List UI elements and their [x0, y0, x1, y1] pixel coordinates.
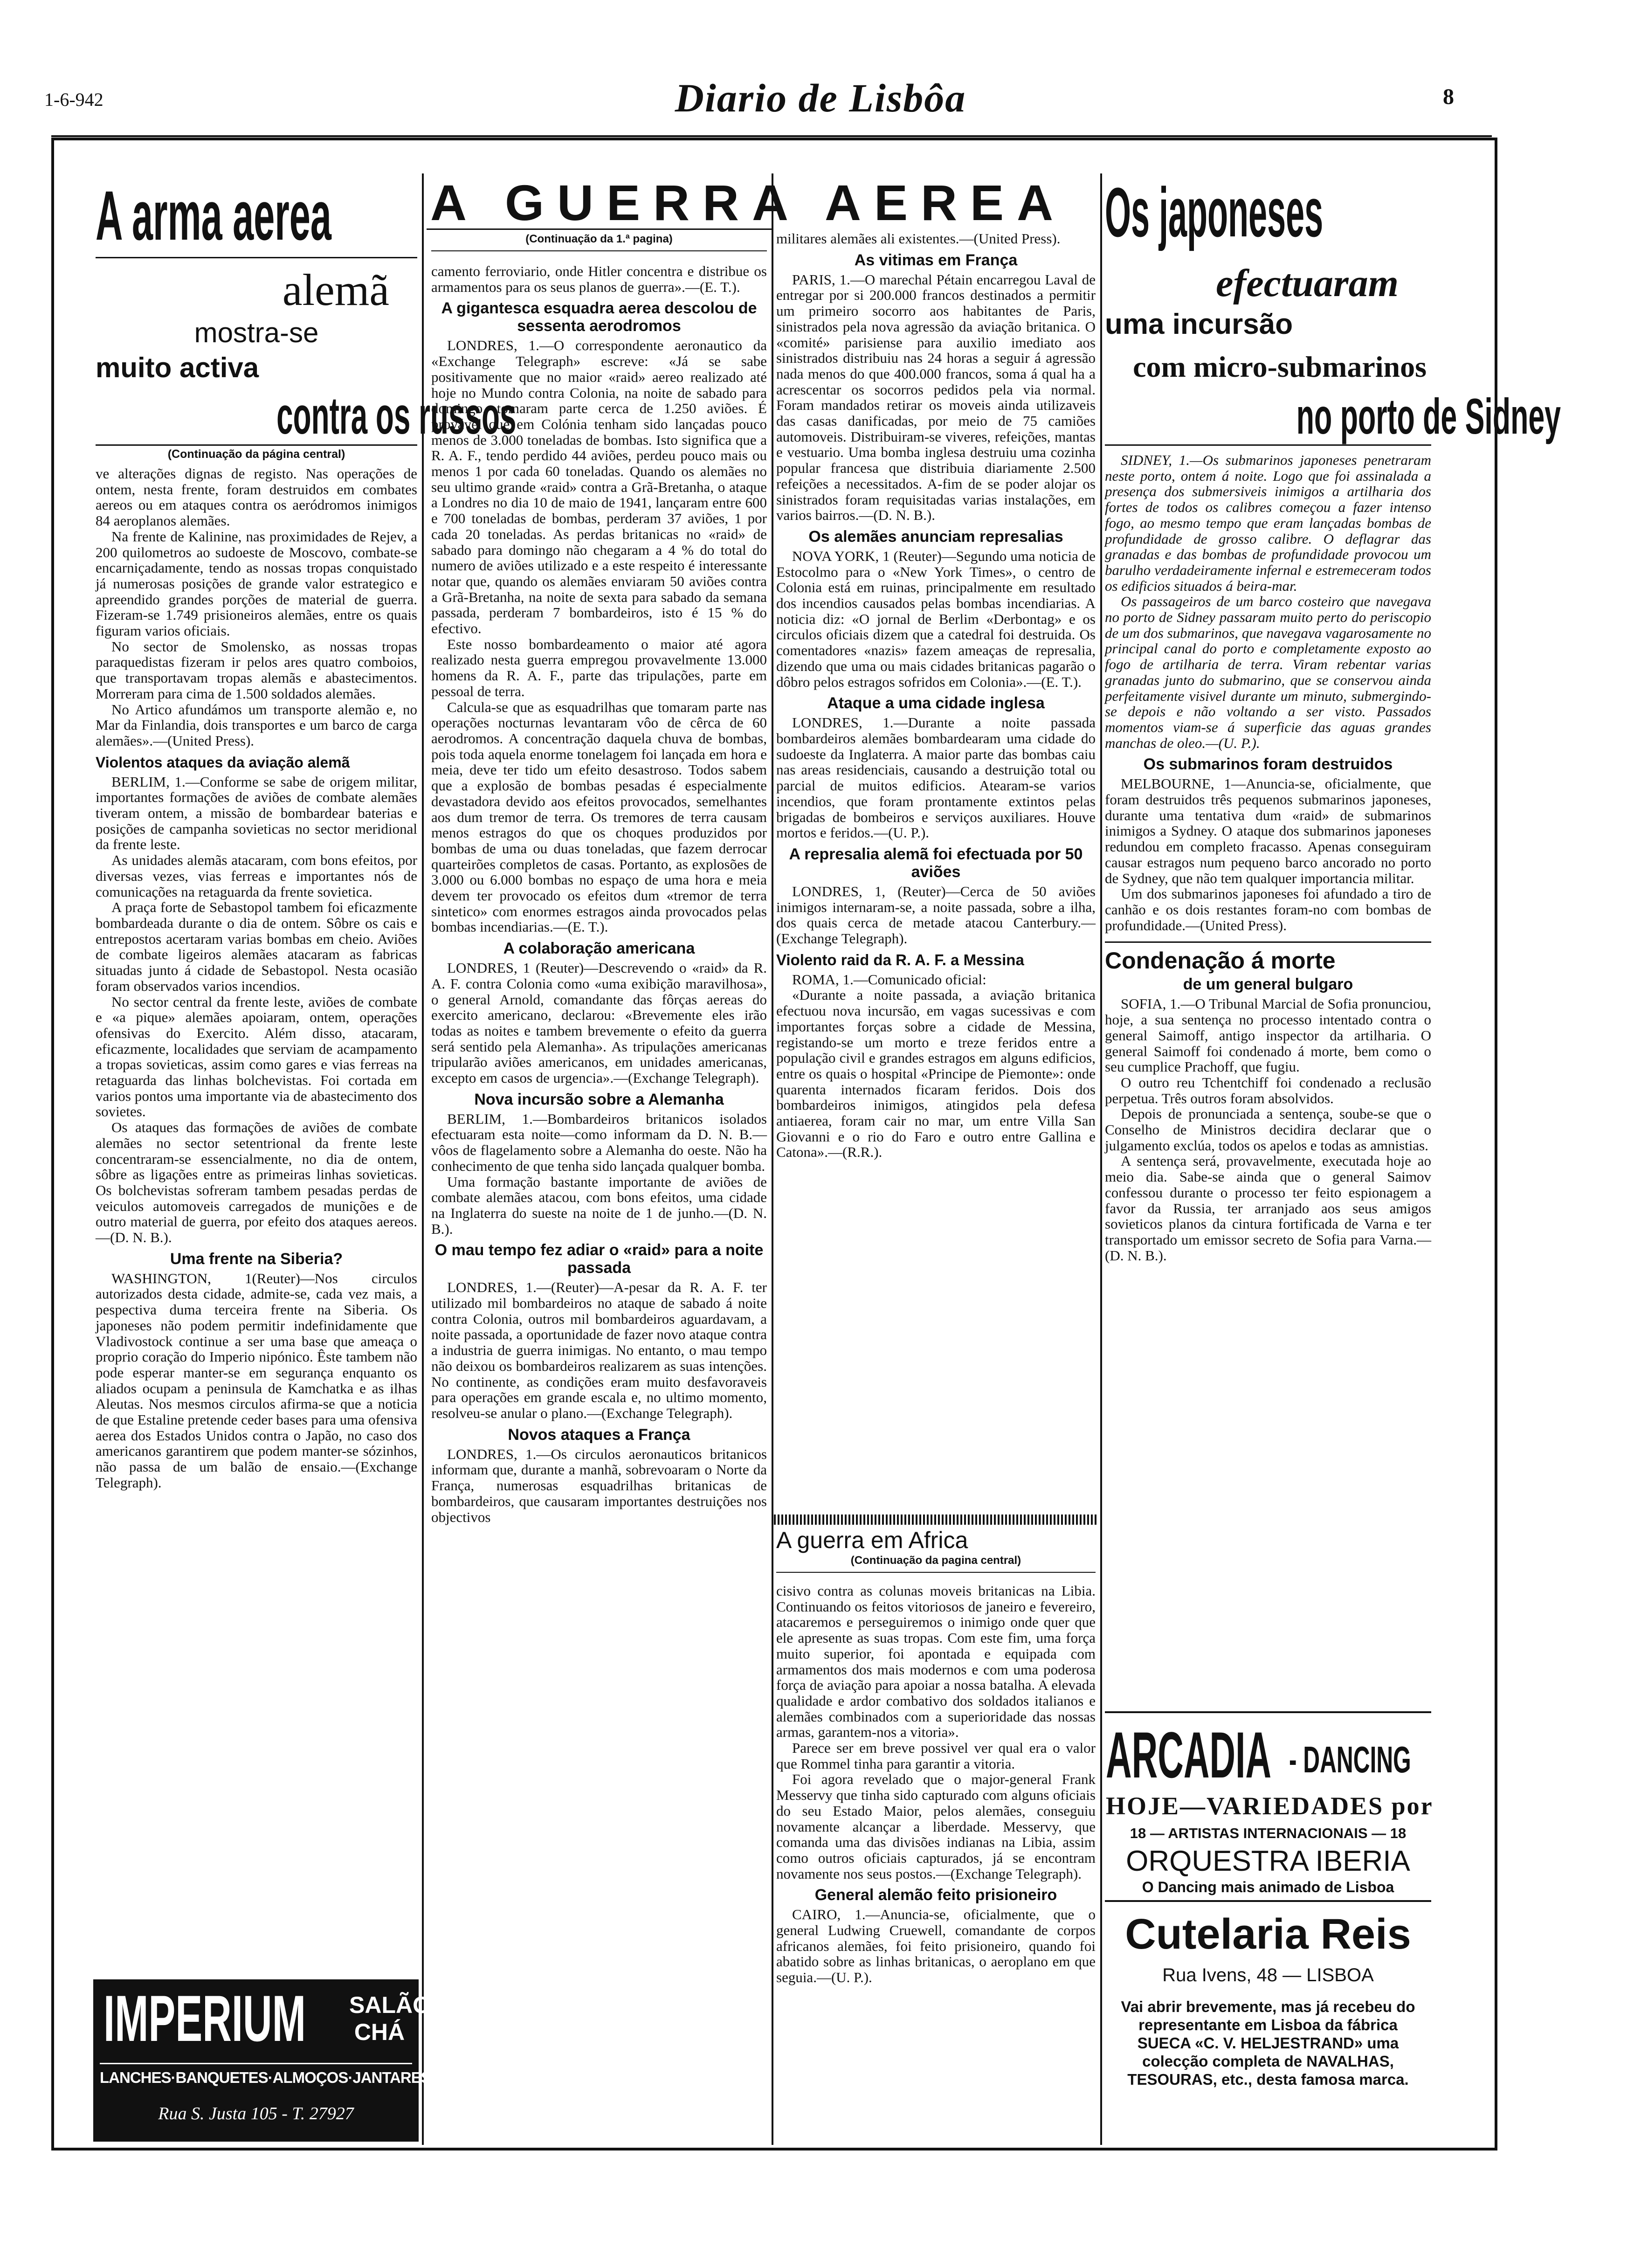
paragraph: Parece ser em breve possivel ver qual era o valor que Rommel tinha para garantir a vitoria.	[776, 1740, 1096, 1772]
paragraph: WASHINGTON, 1(Reuter)—Nos circulos autorizados desta cidade, admite-se, cada vez mais, a pespectiva duma terceira frente na Siberia. Os japoneses não podem permitir indefinidamente que Vladivostock continue a ser uma base que ameaça o proprio coração do Imperio nipónico. Êste tambem não pode esperar manter-se em segurança enquanto os aliados ocupam a peninsula de Kamchatka e as ilhas Aleutas. Nos mesmos circulos afirma-se que a noticia de que Estaline pretende ceder bases para uma ofensiva aerea dos Estados Unidos contra o Japão, no caso dos americanos garantirem que podem manter-se sózinhos, não passa de um balão de ensaio.—(Exchange Telegraph).	[96, 1270, 417, 1491]
article-body	[776, 548, 1096, 690]
banner-guerra-aerea: A GUERRA AEREA	[430, 174, 1067, 231]
article-body	[1105, 776, 1431, 933]
cutelaria-name: Cutelaria Reis	[1125, 1910, 1411, 1958]
imperium-tag-salao: SALÃO	[349, 1992, 431, 2018]
imperium-ad	[93, 1979, 431, 2142]
paragraph: Um dos submarinos japoneses foi afundado a tiro de canhão e os dois restantes foram-no com bombas de profundidade.—(United Press).	[1105, 885, 1431, 933]
column-rule	[772, 173, 773, 2145]
article-body	[776, 272, 1096, 523]
paragraph: SIDNEY, 1.—Os submarinos japoneses penetraram neste porto, ontem á noite. Logo que foi assinalada a presença dos submersiveis inimigos a artilharia dos fortes de todos os calibres começou a fazer intenso fogo, ao mesmo tempo que eram lançadas bombas de profundidade de grosso calibre. O deflagrar das granadas e das bombas de profundidade provocou um barulho verdadeiramente infernal e estremeceram todos os edificios situados á beira-mar.	[1105, 452, 1431, 594]
subheading: de um general bulgaro	[1183, 975, 1353, 994]
section-divider	[774, 1514, 1098, 1525]
subheading: Uma frente na Siberia?	[170, 1250, 343, 1268]
arcadia-artistas: 18 — ARTISTAS INTERNACIONAIS — 18	[1130, 1825, 1407, 1841]
africa-article	[776, 1527, 1096, 2140]
right-article	[1105, 173, 1561, 1709]
paragraph: LONDRES, 1, (Reuter)—Cerca de 50 aviões inimigos internaram-se, a noite passada, sobre a ilha, dos quais cerca de metade atacou Canterbury.—(Exchange Telegraph).	[776, 883, 1096, 947]
paragraph: cisivo contra as colunas moveis britanicas na Libia. Continuando os feitos vitoriosos de janeiro e fevereiro, atacaremos e perseguiremos o inimigo onde quer que ele apresente as suas tropas. Com este fim, uma força muito superior, foi apontada e equipada com armamentos dos mais modernos e com uma poderosa força de aviação para apoiar a nossa batalha. A elevada qualidade e ardor combativo dos soldados italianos e alemães combinados com a superioridade das nossas armas, garantem-nos a vitoria».	[776, 1583, 1096, 1741]
article-body	[431, 960, 767, 1086]
paragraph: MELBOURNE, 1—Anuncia-se, oficialmente, que foram destruidos três pequenos submarinos japoneses, durante uma tentativa dum «raid» de submarinos inimigos a Sydney. O ataque dos submarinos japoneses redundou em completo fracasso. Apenas conseguiram causar estragos num pequeno barco ancorado no porto de Sydney, que não tem qualquer importancia militar.	[1105, 775, 1431, 886]
cutelaria-address: Rua Ivens, 48 — LISBOA	[1162, 1965, 1374, 1985]
arcadia-name: ARCADIA	[1106, 1718, 1272, 1791]
subheading: O mau tempo fez adiar o «raid» para a noite passada	[434, 1241, 764, 1277]
paragraph: A sentença será, provavelmente, executada hoje ao meio dia. Sabe-se ainda que o general Saimov confessou durante o processo ter feito espionagem a favor da Russia, ter arranjado aos seus amigos sovieticos planos da cintura fortificada de Varna e ter transportado um emissor secreto de Sofia para Varna.—(D. N. B.).	[1105, 1153, 1431, 1264]
headline-os-japoneses: Os japoneses	[1105, 173, 1324, 251]
paragraph: Uma formação bastante importante de aviões de combate alemães atacou, com bons efeitos, uma cidade na Inglaterra do sueste na noite de 1 de junho.—(D. N. B.).	[431, 1173, 767, 1237]
paragraph: LONDRES, 1.—Os circulos aeronauticos britanicos informam que, durante a manhã, sobrevoaram o Norte da França, numerosas esquadrilhas britanicas de bombardeiros, que causaram importantes destruições nos objectivos	[431, 1445, 767, 1525]
cutelaria-ad	[1105, 1900, 1431, 2144]
paragraph: LONDRES, 1 (Reuter)—Descrevendo o «raid» da R. A. F. contra Colonia como «uma exibição maravilhosa», o general Arnold, comandante das fôrças aereas do exercito americano, declarou: «Brevemente eles irão todas as noites e tambem brevemente o efeito da guerra será sentido pela Alemanha». As tripulações americanas tripularão aviões americanos, em unidades americanas, excepto em casos de urgencia».—(Exchange Telegraph).	[431, 960, 767, 1086]
headline-porto-sidney: no porto de Sidney	[1296, 388, 1561, 444]
newspaper-title: Diario de Lisbôa	[675, 76, 966, 120]
left-article	[96, 176, 517, 2140]
subheading: A colaboração americana	[503, 940, 695, 958]
column-rule	[1100, 173, 1102, 2145]
subheading: A represalia alemã foi efectuada por 50 aviões	[789, 845, 1083, 881]
headline-contra-os-russos: contra os russos	[276, 387, 517, 445]
article-body	[776, 1907, 1096, 1985]
column-rule	[422, 173, 424, 2145]
paragraph: Foi agora revelado que o major-general Frank Messervy que tinha sido capturado com alguns oficiais do seu Estado Maior, pelos alemães, conseguiu novamente alcançar a liberdade. Messervy, que comanda uma das divisões indianas na Libia, assim como outros oficiais capturados, já se encontram novamente nos seus postos.—(Exchange Telegraph).	[776, 1771, 1096, 1882]
paragraph: camento ferroviario, onde Hitler concentra e distribue os armamentos para os seus planos de guerra».—(E. T.).	[431, 263, 767, 295]
paragraph: SOFIA, 1.—O Tribunal Marcial de Sofia pronunciou, hoje, a sua sentença no processo intentado contra o general Saimoff, antigo inspector da artilharia. O general Saimoff foi condenado á morte, bem como o seu cumplice Prachoff, que fugiu.	[1105, 996, 1431, 1075]
article-body	[96, 466, 417, 749]
continuation-note: (Continuação da página central)	[167, 448, 345, 461]
imperium-tag-cha: CHÁ	[354, 2019, 405, 2045]
paragraph: Calcula-se que as esquadrilhas que tomaram parte nas operações nocturnas levantaram vôo de cêrca de 60 aerodromos. A concentração daquela chuva de bombas, pois toda aquela enorme tonelagem foi lançada em hora e meia, deve ter tido um efeito desastroso. Todos sabem que a explosão de bombas pesadas é especialmente devastadora devido aos efeitos provocados, semelhantes aos dum tremor de terra. Os tremores de terra causam menos estragos do que os choques produzidos por bombas de uma ou duas toneladas, que fazem derrocar quarteirões completos de casas. Portanto, as explosões de 3.000 ou 6.000 bombas no espaço de uma hora e meia devem ter provocado os efeitos dum «tremor de terra sintetico» com enormes estragos ainda provocados pelas bombas incendiarias.—(E. T.).	[431, 698, 767, 935]
headline-efectuaram: efectuaram	[1216, 262, 1399, 305]
paragraph: CAIRO, 1.—Anuncia-se, oficialmente, que o general Ludwing Cruewell, comandante de corpos africanos alemães, foi feito prisioneiro, quando foi abatido sobre as linhas britanicas, o aeroplano em que seguia.—(U. P.).	[776, 1906, 1096, 1986]
headline-alema: alemã	[282, 265, 389, 315]
continuation-note: (Continuação da pagina central)	[850, 1554, 1021, 1567]
paragraph: No sector central da frente leste, aviões de combate e «a pique» alemães apoiaram, ontem, operações ofensivas do Exercito. Além disso, atacaram, eficazmente, localidades que serviam de acampamento a tropas sovieticas, assim como gares e vias ferreas na retaguarda das linhas bolchevistas. Foi cortada em varios pontos uma importante via de abastecimento dos sovietes.	[96, 993, 417, 1120]
headline-condenacao: Condenação á morte	[1105, 947, 1336, 974]
article-body	[776, 972, 1096, 1160]
paragraph: militares alemães ali existentes.—(United Press).	[776, 230, 1061, 247]
headline-mostra-se: mostra-se	[194, 317, 319, 348]
subheading: Novos ataques a França	[508, 1425, 690, 1444]
paragraph: No Artico afundámos um transporte alemão e, no Mar da Finlandia, dois transportes e um barco de carga alemães».—(United Press).	[96, 701, 417, 749]
headline-arma-aerea: A arma aerea	[96, 176, 331, 255]
paragraph: Depois de pronunciada a sentença, soube-se que o Conselho de Ministros decidira declarar que o julgamento exclúa, todos os apelos e todas as amnistias.	[1105, 1106, 1431, 1154]
article-body	[431, 1446, 767, 1525]
subheading: Os submarinos foram destruidos	[1143, 755, 1393, 774]
continuation-note: (Continuação da 1.ª pagina)	[525, 233, 673, 245]
paragraph: ROMA, 1.—Comunicado oficial:	[792, 971, 986, 988]
paragraph: A praça forte de Sebastopol tambem foi eficazmente bombardeada durante o dia de ontem. Sôbre os cais e entrepostos acertaram varias bombas em cheio. Aviões de combate ligeiros alemães atacaram as fabricas situadas junto á cidade de Sebastopol. Nesta ocasião foram observados varios incendios.	[96, 899, 417, 994]
subheading: Os alemães anunciam represalias	[808, 527, 1063, 546]
cutelaria-text: Vai abrir brevemente, mas já recebeu do representante em Lisboa da fábrica SUECA «C. V. HELJESTRAND» uma colecção completa de NAVALHAS, TESOURAS, etc., desta famosa marca.	[1121, 1998, 1415, 2088]
paragraph: ve alterações dignas de registo. Nas operações de ontem, nesta frente, foram destruidos em combates aereos ou em ataques contra os aeródromos inimigos 84 aeroplanos alemães.	[96, 465, 417, 529]
article-body	[776, 715, 1096, 841]
article-body	[431, 338, 767, 935]
paragraph: Na frente de Kalinine, nas proximidades de Rejev, a 200 quilometros ao sudoeste de Moscovo, combate-se encarniçadamente, tendo as nossas tropas conquistado já numerosas posições de grande valor estrategico e apreendido grandes porções de material de guerra. Fizeram-se 1.749 prisioneiros alemães, entre os quais figuram varios oficiais.	[96, 528, 417, 639]
imperium-address: Rua S. Justa 105 - T. 27927	[158, 2104, 354, 2123]
arcadia-ad	[1105, 1711, 1434, 1897]
imperium-services: LANCHES·BANQUETES·ALMOÇOS·JANTARES	[100, 2069, 431, 2086]
article-body	[776, 1583, 1096, 1881]
arcadia-variedades: HOJE—VARIEDADES por	[1106, 1792, 1434, 1820]
banner-rule	[427, 228, 772, 230]
paragraph: «Durante a noite passada, a aviação britanica efectuou nova incursão, em vagas sucessivas e com importantes forças sobre a cidade de Messina, registando-se um morto e treze feridos entre a população civil e grandes estragos em alguns edificios, entre os quais o hospital «Principe de Piemonte»: onde quarenta internados ficaram feridos. Dois dos bombardeiros inimigos, atingidos pela defesa antiaerea, foram cair no mar, um entre Villa San Giovanni e o rio do Faro e outro entre Gallina e Catona».—(R.R.).	[776, 987, 1096, 1161]
subheading: Violento raid da R. A. F. a Messina	[776, 951, 1024, 968]
paragraph: O outro reu Tchentchiff foi condenado a reclusão perpetua. Três outros foram absolvidos.	[1105, 1074, 1431, 1106]
paragraph: LONDRES, 1.—O correspondente aeronautico da «Exchange Telegraph» escreve: «Já se sabe positivamente que no maior «raid» aereo realizado até hoje no Mundo contra Colonia, na noite de sabado para domingo, tomaram parte cerca de 1.250 aviões. É provável que em Colónia tenham sido lançadas pouco menos de 3.000 toneladas de bombas. Isto significa que a R. A. F., tendo perdido 44 aviões, perdeu pouco mais ou menos 1 por cada 60 toneladas. Quando os alemães no seu ultimo grande «raid» contra a Grã-Bretanha, o ataque a Londres no dia 10 de maio de 1941, lançaram entre 600 e 700 toneladas de bombas, perderam 37 aviões, 1 por cada 20 toneladas. As perdas britanicas no «raid» de sabado para domingo não chegaram a 4 % do total do numero de aviões utilizado e a este respeito é interessante notar que, quando os alemães enviaram 50 aviões contra a Grã-Bretanha, na noite de sexta para sabado da semana passada, perderam 7 bombardeiros, isto é 15 % do efectivo.	[431, 337, 767, 637]
article-body	[776, 884, 1096, 947]
arcadia-dancing: - DANCING	[1289, 1739, 1411, 1780]
paragraph: BERLIM, 1.—Conforme se sabe de origem militar, importantes formações de aviões de combate alemães tiveram ontem, a missão de bombardear baterias e posições de campanha sovieticas no sector meridional da frente leste.	[96, 773, 417, 853]
article-body	[96, 1271, 417, 1491]
article-body	[431, 1279, 767, 1421]
paragraph: No sector de Smolensko, as nossas tropas paraquedistas fizeram ir pelos ares quatro comboios, que transportavam tropas alemãs e abastecimentos. Morreram para cima de 1.500 soldados alemães.	[96, 638, 417, 702]
article-body	[1105, 996, 1431, 1263]
subheading: General alemão feito prisioneiro	[814, 1886, 1057, 1904]
paragraph: PARIS, 1.—O marechal Pétain encarregou Laval de entregar por si 200.000 francos destinados a permitir um primeiro socorro aos habitantes de Paris, sinistrados pela nova agressão da aviação britanica. O «comité» parisiense para auxilio imediato aos sinistrados distribuiu nas 24 horas a seguir á agressão nada menos do que 400.000 francos, soma á qual ha a acrescentar os socorros pedidos pela via normal. Foram mandados retirar os moveis ainda utilizaveis das casas danificadas, por meio de 75 camiões automoveis. Distribuiram-se viveres, refeições, mantas e vestuario. Uma bomba inglesa destruiu uma cozinha popular francesa que distribuia diariamente 2.500 refeições a necessitados. A-fim de se poder alojar os sinistrados foram requisitadas varias instalações, em varios bairros.—(D. N. B.).	[776, 271, 1096, 524]
masthead-rule	[51, 135, 1492, 137]
article-body	[96, 774, 417, 1245]
issue-date: 1-6-942	[44, 89, 103, 110]
subheading: A gigantesca esquadra aerea descolou de sessenta aerodromos	[441, 299, 757, 335]
subheading: Violentos ataques da aviação alemã	[96, 754, 350, 771]
subheading: As vitimas em França	[854, 251, 1018, 269]
article-body	[431, 263, 767, 295]
paragraph: Os ataques das formações de aviões de combate alemães no sector setentrional da frente leste concentraram-se essencialmente, no dia de ontem, sôbre as ligações entre as primeiras linhas sovieticas. Os bolchevistas sofreram tambem pesadas perdas de veiculos automoveis carregados de munições e de outro material de guerra, por efeito dos ataques aereos.—(D. N. B.).	[96, 1119, 417, 1246]
article-body	[776, 231, 1096, 247]
center-column-1	[431, 231, 767, 2140]
subheading: Nova incursão sobre a Alemanha	[474, 1090, 724, 1108]
paragraph: Os passageiros de um barco costeiro que navegava no porto de Sidney passaram muito perto do periscopio de um dos submarinos, que navegava vagarosamente no principal canal do porto e completamente exposto ao fogo de artilharia de terra. Viram rebentar varias granadas junto do submarino, que se conservou ainda perfeitamente visivel durante um minuto, submergindo-se depois e não voltando a ser visto. Passados momentos viam-se á superficie das aguas grandes manchas de oleo.—(U. P.).	[1105, 593, 1431, 751]
paragraph: LONDRES, 1.—Durante a noite passada bombardeiros alemães bombardearam uma cidade do sudoeste da Inglaterra. A maior parte das bombas caiu nas areas residenciais, causando a destruição total ou parcial de muitos edificios. Atearam-se varios incendios, que foram prontamente extintos pelas brigadas de bombeiros e serviços auxiliares. Houve mortos e feridos.—(U. P.).	[776, 714, 1096, 841]
paragraph: As unidades alemãs atacaram, com bons efeitos, por diversas vezes, vias ferreas e importantes nós de comunicações na retaguarda da frente sovietica.	[96, 852, 417, 900]
arcadia-orquestra: ORQUESTRA IBERIA	[1126, 1845, 1410, 1877]
article-body	[1105, 452, 1431, 751]
paragraph: NOVA YORK, 1 (Reuter)—Segundo uma noticia de Estocolmo para o «New York Times», o centro de Colonia está em ruinas, principalmente em resultado dos incendios causados pelas bombas incendiarias. A noticia diz: «O jornal de Berlim «Derbontag» e os circulos oficiais dizem que a catedral foi destruida. Os comentadores «nazis» fazem ameaças de represalia, dizendo que uma ou mais cidades britanicas pagarão o dôbro pelos estragos sofridos em Colonia».—(E. T.).	[776, 547, 1096, 690]
page-number: 8	[1443, 84, 1454, 109]
subheading: Ataque a uma cidade inglesa	[827, 694, 1045, 712]
headline-micro-submarinos: com micro-submarinos	[1133, 350, 1427, 383]
paragraph: Este nosso bombardeamento o maior até agora realizado nesta guerra empregou provavelmente 13.000 homens da R. A. F., parte das tripulações, parte em pessoal de terra.	[431, 636, 767, 699]
arcadia-tagline: O Dancing mais animado de Lisboa	[1142, 1879, 1394, 1895]
paragraph: LONDRES, 1.—(Reuter)—A-pesar da R. A. F. ter utilizado mil bombardeiros no ataque de sabado á noite contra Colonia, outros mil bombardeiros aguardavam, a noite passada, a oportunidade de fazer novo ataque contra a industria de guerra inimigas. No entanto, o mau tempo não deixou os bombardeiros realizarem as suas intenções. No continente, as condições eram muito desfavoraveis para operações em grande escala e, no ultimo momento, resolveu-se anular o plano.—(Exchange Telegraph).	[431, 1279, 767, 1421]
article-body	[431, 1111, 767, 1237]
headline-muito-activa: muito activa	[96, 352, 259, 383]
paragraph: BERLIM, 1.—Bombardeiros britanicos isolados efectuaram esta noite—como informam da D. N. B.—vôos de flagelamento sobre a Alemanha do oeste. Não ha conhecimento de que tenha sido lançada qualquer bomba.	[431, 1110, 767, 1174]
imperium-brand: IMPERIUM	[103, 1982, 306, 2055]
africa-headline: A guerra em Africa	[776, 1527, 968, 1553]
center-column-2	[776, 231, 1096, 1511]
headline-uma-incursao: uma incursão	[1105, 308, 1293, 340]
